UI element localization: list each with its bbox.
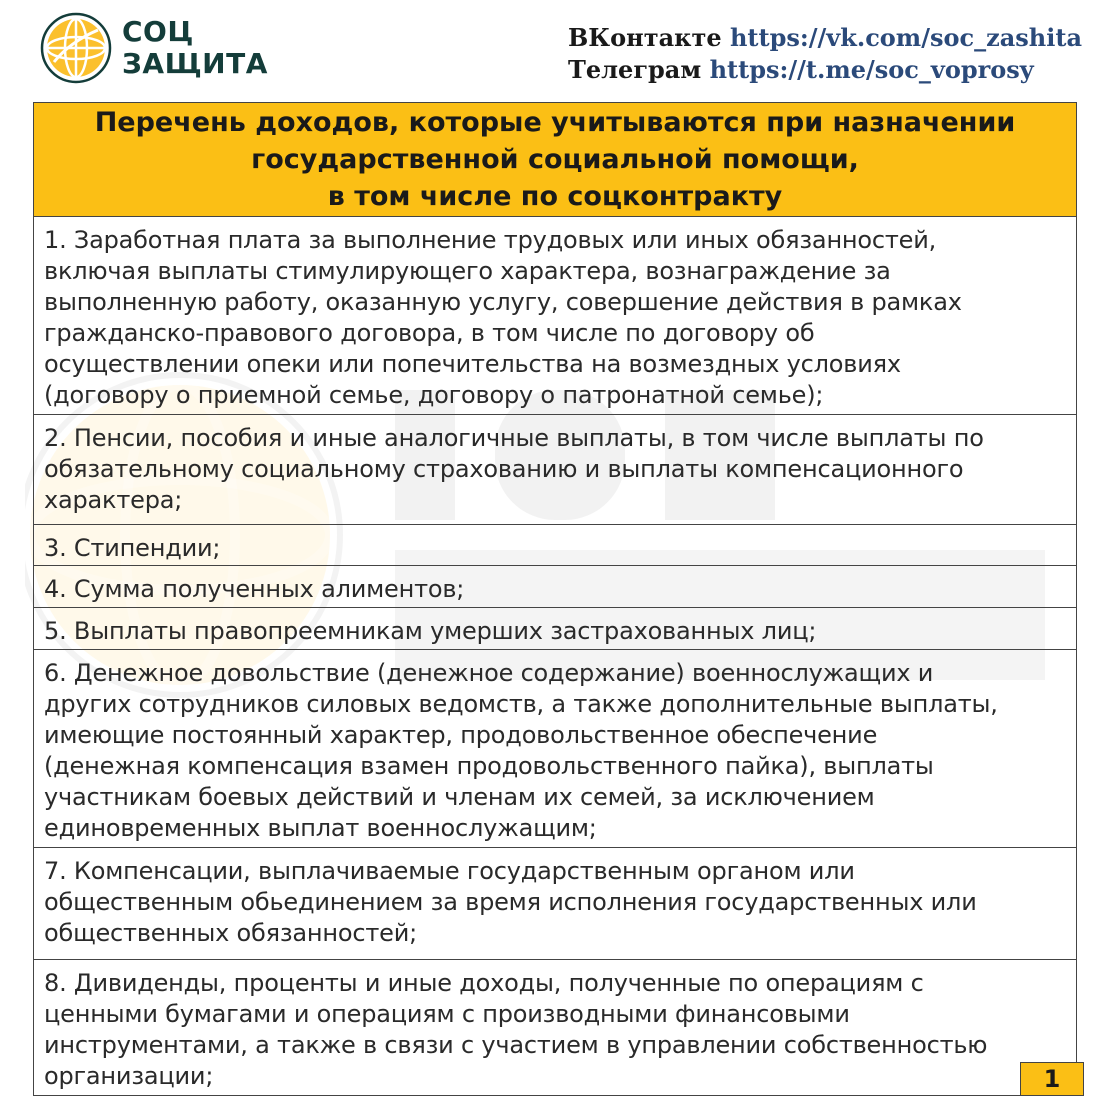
brand-line2: ЗАЩИТА [122,47,268,80]
table-row [34,848,1076,960]
globe-logo-icon [40,12,112,84]
social-links [568,22,1082,86]
row-text-line: гражданско-правового договора, в том числе по договору об [44,319,815,347]
table-row [34,415,1076,525]
header-line2: государственной социальной помощи, [251,144,859,175]
row-text-line: общественным обьединением за время исполнения государственных или [44,888,977,916]
row-text-line: 7. Компенсации, выплачиваемые государственным органом или [44,857,855,885]
row-text-line: (договору о приемной семье, договору о патронатной семье); [44,381,824,409]
table-header [34,103,1076,217]
telegram-label: Телеграм [568,55,702,84]
row-text-line: ценными бумагами и операциям с производными финансовыми [44,1000,850,1028]
header-line3: в том числе по соцконтракту [327,181,783,212]
row-text-line: единовременных выплат военнослужащим; [44,814,597,842]
brand-name [122,16,268,80]
table-row [34,960,1076,1095]
table-row [34,566,1076,608]
vk-link[interactable]: https://vk.com/soc_zashita [729,23,1082,52]
row-text-line: 8. Дивиденды, проценты и иные доходы, полученные по операциям с [44,969,924,997]
row-text-line: 1. Заработная плата за выполнение трудовых или иных обязанностей, [44,226,937,254]
row-text-line: характера; [44,486,183,514]
table-row [34,217,1076,415]
vk-label: ВКонтакте [568,23,722,52]
row-text-line: 6. Денежное довольствие (денежное содержание) военнослужащих и [44,659,934,687]
row-text-line: 2. Пенсии, пособия и иные аналогичные выплаты, в том числе выплаты по [44,424,984,452]
row-text-line: включая выплаты стимулирующего характера, вознаграждение за [44,257,891,285]
telegram-link[interactable]: https://t.me/soc_voprosy [709,55,1034,84]
brand-line1: СОЦ [122,15,194,48]
row-text-line: участникам боевых действий и членам их семей, за исключением [44,783,875,811]
table-row [34,525,1076,566]
table-row [34,650,1076,848]
row-text-line: выполненную работу, оказанную услугу, совершение действия в рамках [44,288,962,316]
row-text-line: осуществлении опеки или попечительства на возмездных условиях [44,350,901,378]
row-text-line: (денежная компенсация взамен продовольственного пайка), выплаты [44,752,934,780]
row-text-line: общественных обязанностей; [44,919,417,947]
row-text-line: организации; [44,1062,214,1090]
page-number-badge: 1 [1020,1062,1084,1096]
telegram-row [568,54,1082,86]
row-text-line: 5. Выплаты правопреемникам умерших застрахованных лиц; [44,617,817,645]
row-text-line: 3. Стипендии; [44,534,221,562]
row-text-line: 4. Сумма полученных алиментов; [44,575,465,603]
table-row [34,608,1076,650]
income-list-table [33,102,1077,1096]
row-text-line: других сотрудников силовых ведомств, а также дополнительные выплаты, [44,690,998,718]
row-text-line: имеющие постоянный характер, продовольственное обеспечение [44,721,878,749]
row-text-line: инструментами, а также в связи с участием в управлении собственностью [44,1031,988,1059]
vk-row [568,22,1082,54]
row-text-line: обязательному социальному страхованию и выплаты компенсационного [44,455,964,483]
header-line1: Перечень доходов, которые учитываются при назначении [94,107,1016,138]
